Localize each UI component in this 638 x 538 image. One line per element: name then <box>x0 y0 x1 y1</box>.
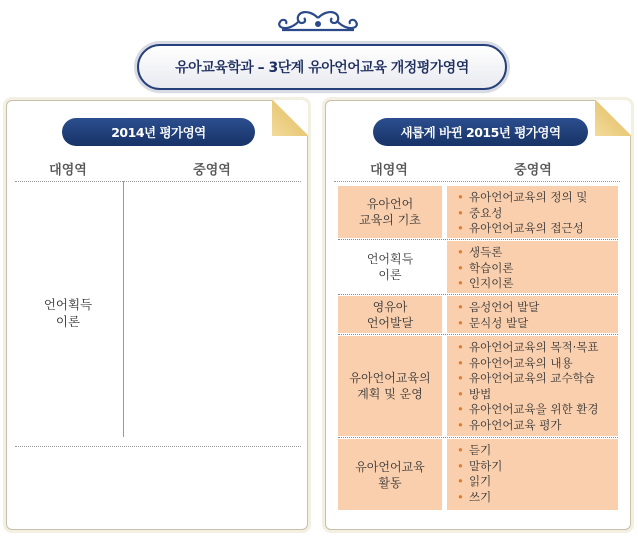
list-item: • 학습이론 <box>457 261 618 277</box>
category-cell <box>338 241 442 293</box>
category-line: 언어획득 <box>43 297 93 312</box>
subcategory-cell <box>447 186 618 238</box>
list-item: • 유아언어교육을 위한 환경 <box>457 402 618 418</box>
column-divider <box>123 181 124 437</box>
category-line: 계획 및 운영 <box>357 387 423 401</box>
page-title: 유아교육학과 – 3단계 유아언어교육 개정평가영역 <box>137 44 507 90</box>
row-divider <box>338 239 618 240</box>
panel-2015-title: 새롭게 바뀐 2015년 평가영역 <box>373 118 588 146</box>
subcategory-cell <box>447 296 618 333</box>
panel-2015 <box>325 100 631 530</box>
category-cell <box>338 296 442 333</box>
list-item: • 인지이론 <box>457 276 618 292</box>
category-line: 이론 <box>55 314 81 329</box>
category-line: 언어획득 <box>366 252 414 266</box>
row-divider <box>15 446 301 447</box>
subcategory-cell <box>447 439 618 510</box>
category-cell <box>338 439 442 510</box>
corner-fold-icon <box>272 100 308 136</box>
category-line: 이론 <box>378 268 402 282</box>
list-item: • 음성언어 발달 <box>457 300 618 316</box>
list-item: • 유아언어교육의 목적·목표 <box>457 340 618 356</box>
category-line: 활동 <box>378 475 402 490</box>
row-divider <box>338 334 618 335</box>
category-line: 영유아 <box>372 299 408 314</box>
col-head-major: 대영역 <box>370 162 408 178</box>
list-item: • 방법 <box>457 387 618 403</box>
category-line: 유아언어교육 <box>355 459 425 474</box>
row-divider <box>338 294 618 295</box>
list-item: • 유아언어교육의 내용 <box>457 356 618 372</box>
category-line: 유아언어 <box>366 197 414 211</box>
header-divider <box>334 181 620 182</box>
list-item: • 유아언어교육의 접근성 <box>457 221 618 237</box>
scroll-ornament-icon <box>268 8 368 38</box>
category-line: 유아언어교육의 <box>349 371 431 385</box>
panel-2014-title: 2014년 평가영역 <box>62 118 255 146</box>
corner-fold-icon <box>595 100 631 136</box>
header-divider <box>15 181 301 182</box>
list-item: • 문식성 발달 <box>457 316 618 332</box>
category-line: 교육의 기초 <box>359 213 421 227</box>
category-cell <box>15 296 121 330</box>
list-item: • 말하기 <box>457 459 618 475</box>
subcategory-cell <box>447 241 618 293</box>
subcategory-cell <box>447 336 618 436</box>
col-head-major: 대영역 <box>49 162 87 178</box>
panel-2014 <box>6 100 308 530</box>
list-item: • 유아언어교육의 교수학습 <box>457 371 618 387</box>
list-item: • 유아언어교육 평가 <box>457 418 618 434</box>
row-divider <box>338 437 618 438</box>
list-item: • 중요성 <box>457 206 618 222</box>
col-head-minor: 중영역 <box>193 162 231 178</box>
category-cell <box>338 336 442 436</box>
list-item: • 쓰기 <box>457 490 618 506</box>
category-line: 언어발달 <box>366 315 414 330</box>
list-item: • 생득론 <box>457 245 618 261</box>
list-item: • 듣기 <box>457 443 618 459</box>
list-item: • 읽기 <box>457 474 618 490</box>
col-head-minor: 중영역 <box>514 162 552 178</box>
category-cell <box>338 186 442 238</box>
list-item: • 유아언어교육의 정의 및 <box>457 190 618 206</box>
